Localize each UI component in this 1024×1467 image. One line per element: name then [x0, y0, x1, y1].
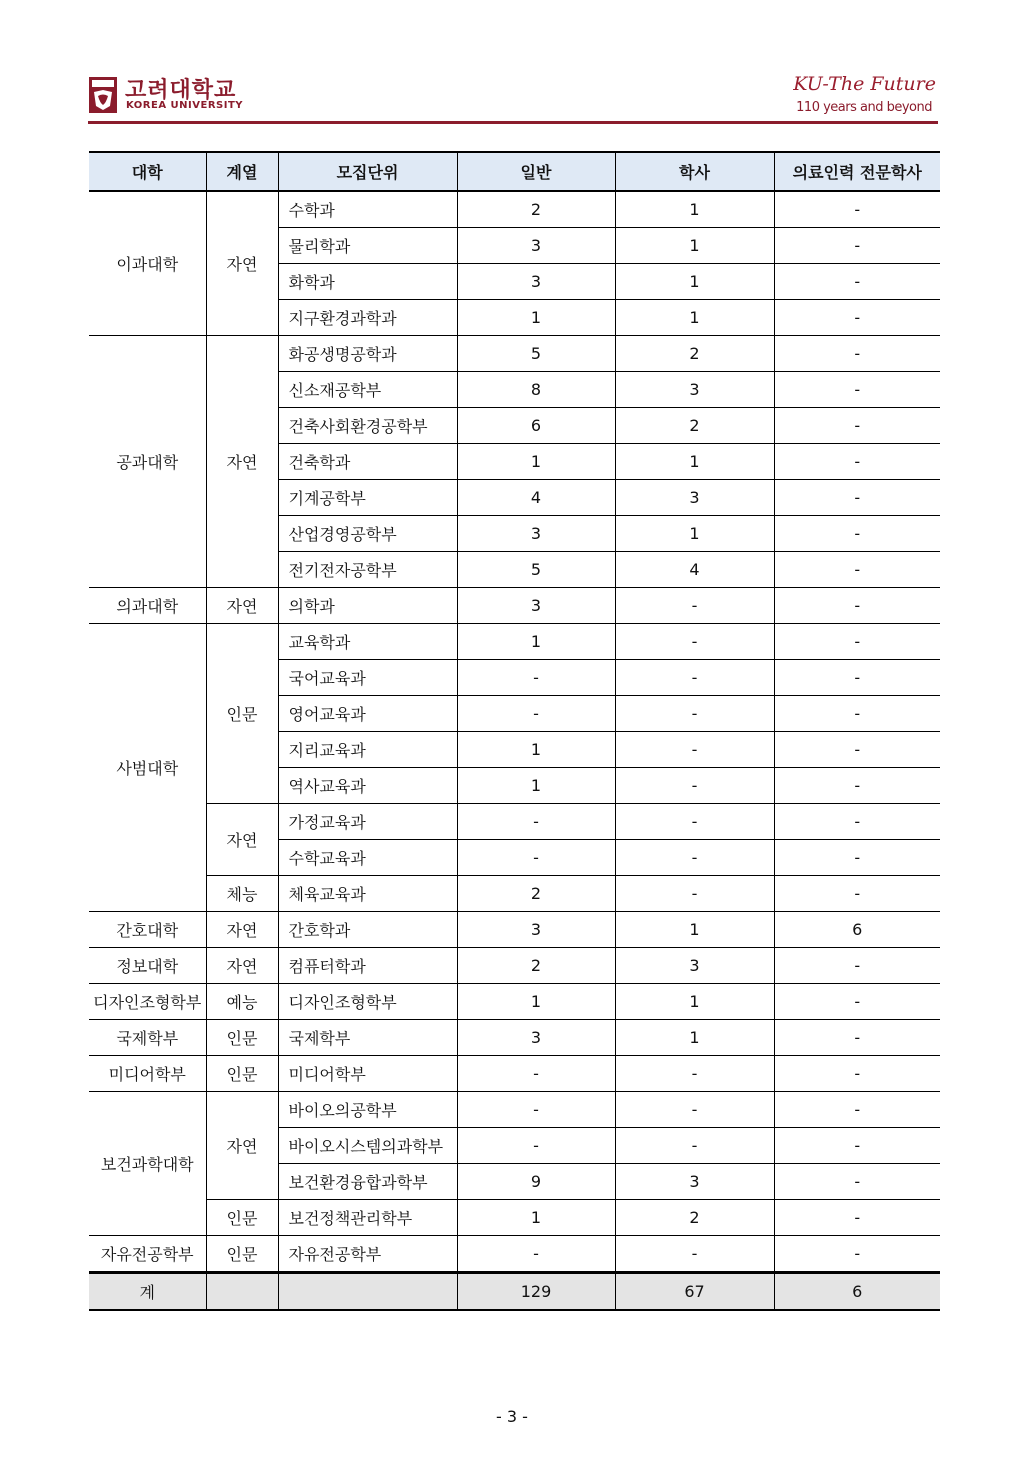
unit-cell: 교육학과	[278, 624, 457, 660]
bachelor-cell: 3	[615, 1164, 774, 1200]
medical-cell: -	[774, 1164, 940, 1200]
bachelor-cell: 1	[615, 984, 774, 1020]
bachelor-cell: -	[615, 732, 774, 768]
field-cell: 인문	[206, 1236, 278, 1273]
college-cell: 의과대학	[89, 588, 206, 624]
bachelor-cell: 3	[615, 372, 774, 408]
medical-cell: -	[774, 624, 940, 660]
medical-cell: -	[774, 768, 940, 804]
medical-cell: -	[774, 408, 940, 444]
slogan-years: 110 years and beyond	[796, 100, 932, 115]
bachelor-cell: 1	[615, 1020, 774, 1056]
medical-cell: -	[774, 228, 940, 264]
unit-cell: 전기전자공학부	[278, 552, 457, 588]
table-row	[89, 1020, 940, 1056]
unit-cell: 미디어학부	[278, 1056, 457, 1092]
general-cell: 1	[457, 984, 615, 1020]
general-cell: 2	[457, 191, 615, 228]
column-header: 의료인력 전문학사	[774, 152, 940, 191]
general-cell: 3	[457, 228, 615, 264]
field-cell: 자연	[206, 588, 278, 624]
medical-cell: -	[774, 300, 940, 336]
bachelor-cell: -	[615, 588, 774, 624]
general-cell: -	[457, 660, 615, 696]
unit-cell: 지구환경과학과	[278, 300, 457, 336]
medical-cell: -	[774, 1092, 940, 1128]
bachelor-cell: 2	[615, 336, 774, 372]
general-cell: 1	[457, 300, 615, 336]
field-cell: 자연	[206, 948, 278, 984]
unit-cell: 보건정책관리학부	[278, 1200, 457, 1236]
bachelor-cell: 1	[615, 264, 774, 300]
unit-cell: 역사교육과	[278, 768, 457, 804]
total-row	[89, 1273, 940, 1311]
medical-cell: -	[774, 480, 940, 516]
bachelor-cell: 2	[615, 1200, 774, 1236]
field-cell: 체능	[206, 876, 278, 912]
bachelor-cell: -	[615, 1092, 774, 1128]
bachelor-cell: -	[615, 660, 774, 696]
general-cell: -	[457, 1128, 615, 1164]
unit-cell: 컴퓨터학과	[278, 948, 457, 984]
field-cell: 자연	[206, 1092, 278, 1200]
field-cell: 인문	[206, 1020, 278, 1056]
unit-cell: 기계공학부	[278, 480, 457, 516]
college-cell: 간호대학	[89, 912, 206, 948]
general-cell: 1	[457, 444, 615, 480]
field-cell: 인문	[206, 624, 278, 804]
field-cell: 자연	[206, 912, 278, 948]
college-cell: 정보대학	[89, 948, 206, 984]
field-cell: 자연	[206, 804, 278, 876]
unit-cell: 국어교육과	[278, 660, 457, 696]
column-header: 대학	[89, 152, 206, 191]
medical-cell: -	[774, 552, 940, 588]
field-cell: 예능	[206, 984, 278, 1020]
general-cell: 3	[457, 588, 615, 624]
unit-cell: 화공생명공학과	[278, 336, 457, 372]
bachelor-cell: -	[615, 1056, 774, 1092]
unit-cell: 물리학과	[278, 228, 457, 264]
medical-cell: -	[774, 984, 940, 1020]
total-empty-cell	[206, 1273, 278, 1311]
unit-cell: 수학과	[278, 191, 457, 228]
general-cell: 4	[457, 480, 615, 516]
bachelor-cell: 3	[615, 948, 774, 984]
medical-cell: -	[774, 1020, 940, 1056]
table-row	[89, 1236, 940, 1273]
unit-cell: 바이오의공학부	[278, 1092, 457, 1128]
field-cell: 인문	[206, 1200, 278, 1236]
medical-cell: -	[774, 336, 940, 372]
bachelor-cell: -	[615, 1236, 774, 1273]
university-emblem-icon	[88, 76, 118, 114]
bachelor-cell: 1	[615, 228, 774, 264]
field-cell: 인문	[206, 1056, 278, 1092]
field-cell: 자연	[206, 336, 278, 588]
bachelor-cell: -	[615, 840, 774, 876]
bachelor-cell: -	[615, 804, 774, 840]
unit-cell: 신소재공학부	[278, 372, 457, 408]
table-row	[89, 1092, 940, 1128]
general-cell: 2	[457, 948, 615, 984]
medical-cell: -	[774, 696, 940, 732]
bachelor-cell: -	[615, 624, 774, 660]
medical-cell: -	[774, 516, 940, 552]
college-cell: 국제학부	[89, 1020, 206, 1056]
unit-cell: 디자인조형학부	[278, 984, 457, 1020]
medical-cell: -	[774, 660, 940, 696]
bachelor-cell: -	[615, 876, 774, 912]
medical-cell: -	[774, 588, 940, 624]
table-row	[89, 1056, 940, 1092]
general-cell: 5	[457, 336, 615, 372]
unit-cell: 건축학과	[278, 444, 457, 480]
table-row	[89, 588, 940, 624]
table-row	[89, 984, 940, 1020]
bachelor-cell: 1	[615, 912, 774, 948]
table-row	[89, 876, 940, 912]
unit-cell: 가정교육과	[278, 804, 457, 840]
bachelor-cell: 1	[615, 516, 774, 552]
college-cell: 디자인조형학부	[89, 984, 206, 1020]
unit-cell: 바이오시스템의과학부	[278, 1128, 457, 1164]
bachelor-cell: 2	[615, 408, 774, 444]
general-cell: -	[457, 1056, 615, 1092]
unit-cell: 영어교육과	[278, 696, 457, 732]
medical-cell: -	[774, 372, 940, 408]
table-row	[89, 804, 940, 840]
total-bachelor: 67	[615, 1273, 774, 1311]
admission-quota-table	[89, 151, 940, 1311]
college-cell: 자유전공학부	[89, 1236, 206, 1273]
medical-cell: -	[774, 876, 940, 912]
general-cell: 3	[457, 516, 615, 552]
general-cell: 1	[457, 1200, 615, 1236]
total-empty-cell	[278, 1273, 457, 1311]
unit-cell: 지리교육과	[278, 732, 457, 768]
general-cell: 8	[457, 372, 615, 408]
medical-cell: -	[774, 191, 940, 228]
column-header: 계열	[206, 152, 278, 191]
bachelor-cell: 3	[615, 480, 774, 516]
general-cell: 6	[457, 408, 615, 444]
field-cell: 자연	[206, 191, 278, 336]
unit-cell: 자유전공학부	[278, 1236, 457, 1273]
medical-cell: -	[774, 948, 940, 984]
table-header-row	[89, 152, 940, 191]
medical-cell: -	[774, 1128, 940, 1164]
college-cell: 공과대학	[89, 336, 206, 588]
general-cell: -	[457, 1092, 615, 1128]
table-row	[89, 948, 940, 984]
column-header: 모집단위	[278, 152, 457, 191]
general-cell: 3	[457, 912, 615, 948]
bachelor-cell: -	[615, 1128, 774, 1164]
general-cell: 1	[457, 624, 615, 660]
college-cell: 사범대학	[89, 624, 206, 912]
college-cell: 보건과학대학	[89, 1092, 206, 1236]
medical-cell: -	[774, 1236, 940, 1273]
general-cell: 9	[457, 1164, 615, 1200]
general-cell: -	[457, 840, 615, 876]
table-row	[89, 912, 940, 948]
unit-cell: 건축사회환경공학부	[278, 408, 457, 444]
medical-cell: -	[774, 444, 940, 480]
total-label: 계	[89, 1273, 206, 1311]
bachelor-cell: 1	[615, 191, 774, 228]
medical-cell: -	[774, 264, 940, 300]
unit-cell: 체육교육과	[278, 876, 457, 912]
unit-cell: 산업경영공학부	[278, 516, 457, 552]
total-medical: 6	[774, 1273, 940, 1311]
medical-cell: -	[774, 1056, 940, 1092]
general-cell: 1	[457, 732, 615, 768]
bachelor-cell: 1	[615, 300, 774, 336]
general-cell: 2	[457, 876, 615, 912]
medical-cell: -	[774, 840, 940, 876]
bachelor-cell: -	[615, 696, 774, 732]
medical-cell: -	[774, 804, 940, 840]
column-header: 일반	[457, 152, 615, 191]
medical-cell: 6	[774, 912, 940, 948]
page-header	[88, 70, 938, 124]
general-cell: -	[457, 696, 615, 732]
medical-cell: -	[774, 732, 940, 768]
table-row	[89, 191, 940, 228]
bachelor-cell: 1	[615, 444, 774, 480]
table-row	[89, 624, 940, 660]
page-number: - 3 -	[496, 1407, 528, 1426]
general-cell: -	[457, 1236, 615, 1273]
general-cell: 1	[457, 768, 615, 804]
total-general: 129	[457, 1273, 615, 1311]
university-name-korean: 고려대학교	[125, 78, 237, 103]
college-cell: 이과대학	[89, 191, 206, 336]
general-cell: 3	[457, 1020, 615, 1056]
college-cell: 미디어학부	[89, 1056, 206, 1092]
unit-cell: 의학과	[278, 588, 457, 624]
unit-cell: 화학과	[278, 264, 457, 300]
unit-cell: 보건환경융합과학부	[278, 1164, 457, 1200]
table-row	[89, 336, 940, 372]
unit-cell: 국제학부	[278, 1020, 457, 1056]
medical-cell: -	[774, 1200, 940, 1236]
unit-cell: 간호학과	[278, 912, 457, 948]
general-cell: -	[457, 804, 615, 840]
general-cell: 3	[457, 264, 615, 300]
table-row	[89, 1200, 940, 1236]
general-cell: 5	[457, 552, 615, 588]
unit-cell: 수학교육과	[278, 840, 457, 876]
bachelor-cell: 4	[615, 552, 774, 588]
column-header: 학사	[615, 152, 774, 191]
slogan: KU-The Future	[793, 73, 936, 95]
header-divider	[88, 121, 938, 124]
bachelor-cell: -	[615, 768, 774, 804]
university-name-english: KOREA UNIVERSITY	[126, 100, 244, 111]
